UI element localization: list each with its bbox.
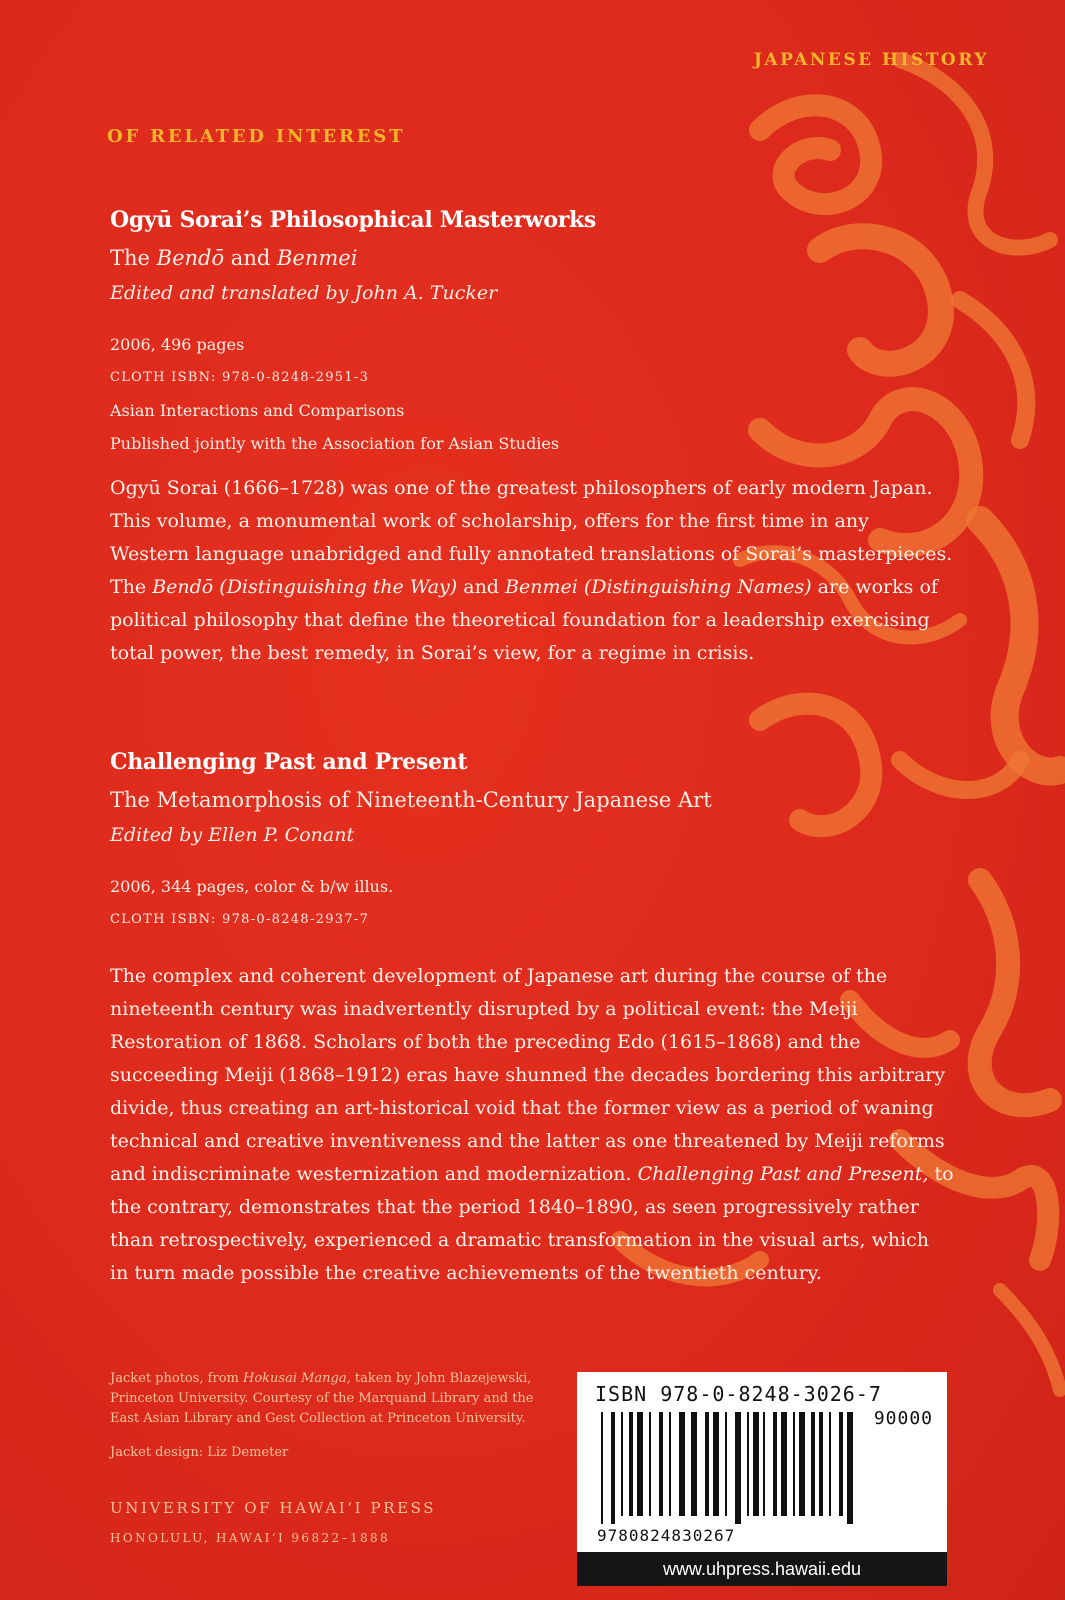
barcode-bar xyxy=(669,1412,671,1516)
book-meta xyxy=(110,870,990,936)
joint-publication-info: Published jointly with the Association for Asian Studies xyxy=(110,434,560,453)
barcode-bar xyxy=(799,1412,805,1516)
barcode-ean-digits: 9780824830267 xyxy=(597,1526,736,1545)
barcode-bar xyxy=(649,1412,651,1516)
publication-info: 2006, 344 pages, color & b/w illus. xyxy=(110,877,394,896)
publisher-name: UNIVERSITY OF HAWAIʻI PRESS xyxy=(110,1499,437,1517)
related-book-2 xyxy=(110,748,990,1290)
jacket-credits: Jacket photos, from Hokusai Manga, taken by John Blazejewski, Princeton University. Courtesy of the Marquand Library and the East Asian Library and Gest Collection at Princeton University. Jacket design: Liz Demeter xyxy=(110,1369,570,1463)
barcode-bar xyxy=(811,1412,815,1516)
publisher-website: www.uhpress.hawaii.edu xyxy=(577,1552,947,1586)
book-editor: Edited by Ellen P. Conant xyxy=(110,824,355,846)
barcode-bar xyxy=(753,1412,759,1516)
book-editor: Edited and translated by John A. Tucker xyxy=(110,282,498,304)
barcode-bar xyxy=(747,1412,749,1516)
barcode-bar xyxy=(829,1412,831,1516)
isbn-info: CLOTH ISBN: 978-0-8248-2951-3 xyxy=(110,370,370,385)
barcode-bar xyxy=(763,1412,765,1516)
book-subtitle: The Metamorphosis of Nineteenth-Century Japanese Art xyxy=(110,788,712,812)
isbn-info: CLOTH ISBN: 978-0-8248-2937-7 xyxy=(110,912,370,927)
barcode-bar xyxy=(679,1412,685,1516)
jacket-design-credit: Jacket design: Liz Demeter xyxy=(110,1445,289,1460)
barcode-bars xyxy=(599,1412,929,1524)
barcode-bar xyxy=(705,1412,709,1516)
barcode-bar xyxy=(847,1412,853,1524)
series-label: JAPANESE HISTORY xyxy=(753,50,989,70)
book-description: The complex and coherent development of Japanese art during the course of the nineteenth century was inadvertently disrupted by a political event: the Meiji Restoration of 1868. Scholars of both the preceding Edo (1615–1868) and the succeeding Meiji (1868–1912) eras have shunned the decades bordering this arbitrary divide, thus creating an art-historical void that the former view as a period of waning technical and creative inventiveness and the latter as one threatened by Meiji reforms and indiscriminate westernization and modernization. Challenging Past and Present, to the contrary, demonstrates that the period 1840–1890, as seen progressively rather than retrospectively, experienced a dramatic transformation in the visual arts, which in turn made possible the creative achievements of the twentieth century. xyxy=(110,965,954,1284)
barcode-bar xyxy=(725,1412,727,1516)
barcode-bar xyxy=(691,1412,697,1516)
barcode-bar xyxy=(781,1412,787,1516)
barcode-isbn: ISBN 978-0-8248-3026-7 xyxy=(595,1382,882,1406)
publication-info: 2006, 496 pages xyxy=(110,335,245,354)
barcode-bar xyxy=(713,1412,719,1516)
book-subtitle: The Bendō and Benmei xyxy=(110,246,358,270)
barcode-bar xyxy=(819,1412,823,1516)
book-title: Ogyū Sorai’s Philosophical Masterworks xyxy=(110,207,597,233)
barcode-bar xyxy=(735,1412,741,1524)
publisher-address: HONOLULU, HAWAIʻI 96822–1888 xyxy=(110,1531,391,1545)
book-meta xyxy=(110,328,990,460)
barcode-bar xyxy=(601,1412,603,1524)
section-heading: OF RELATED INTEREST xyxy=(107,126,406,147)
barcode-bar xyxy=(793,1412,795,1516)
barcode-bar xyxy=(773,1412,777,1516)
barcode-bar xyxy=(839,1412,843,1516)
barcode-bar xyxy=(629,1412,633,1516)
barcode-label xyxy=(577,1372,947,1552)
series-info: Asian Interactions and Comparisons xyxy=(110,401,405,420)
barcode-bar xyxy=(637,1412,643,1516)
barcode-bar xyxy=(659,1412,663,1516)
related-book-1 xyxy=(110,206,990,670)
book-title: Challenging Past and Present xyxy=(110,749,468,775)
barcode-bar xyxy=(611,1412,615,1524)
publisher-imprint xyxy=(110,1498,436,1548)
book-description: Ogyū Sorai (1666–1728) was one of the greatest philosophers of early modern Japan. This volume, a monumental work of scholarship, offers for the first time in any Western language unabridged and fully annotated translations of Sorai’s masterpieces. The Bendō (Distinguishing the Way) and Benmei (Distinguishing Names) are works of political philosophy that define the theoretical foundation for a leadership exercising total power, the best remedy, in Sorai’s view, for a regime in crisis. xyxy=(110,477,953,664)
barcode-price-code: 90000 xyxy=(873,1408,933,1429)
barcode-bar xyxy=(621,1412,623,1516)
